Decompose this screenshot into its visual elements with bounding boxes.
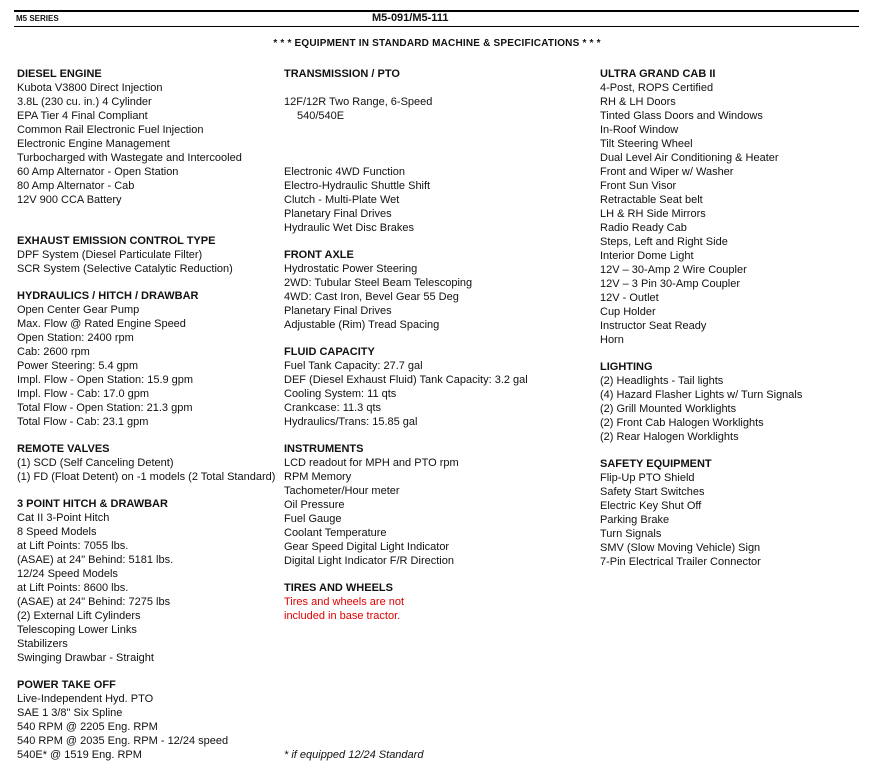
page-header <box>14 10 859 27</box>
spec-item: 12V – 30-Amp 2 Wire Coupler <box>600 264 747 276</box>
spec-item: RPM Memory <box>284 471 352 483</box>
spec-item: SCR System (Selective Catalytic Reduction) <box>17 263 233 275</box>
spec-item: Coolant Temperature <box>284 527 387 539</box>
section-title: DIESEL ENGINE <box>17 68 102 80</box>
spec-item: Horn <box>600 334 624 346</box>
spec-item: Tires and wheels are not <box>284 596 405 608</box>
section-transmission <box>284 67 594 235</box>
spec-item: 2WD: Tubular Steel Beam Telescoping <box>284 277 473 289</box>
section-title: 3 POINT HITCH & DRAWBAR <box>17 498 168 510</box>
spec-item: (2) External Lift Cylinders <box>17 610 141 622</box>
section-title: FRONT AXLE <box>284 249 354 261</box>
spec-item: Steps, Left and Right Side <box>600 236 728 248</box>
equipment-banner: * * * EQUIPMENT IN STANDARD MACHINE & SPECIFICATIONS * * * <box>273 38 601 49</box>
spec-item: Tachometer/Hour meter <box>284 485 400 497</box>
spec-item: Electronic Engine Management <box>17 138 170 150</box>
spec-item: LCD readout for MPH and PTO rpm <box>284 457 459 469</box>
spec-item: Front and Wiper w/ Washer <box>600 166 734 178</box>
spec-item: Parking Brake <box>600 514 670 526</box>
spec-item: Flip-Up PTO Shield <box>600 472 695 484</box>
spec-item: Impl. Flow - Open Station: 15.9 gpm <box>17 374 194 386</box>
spec-item: Fuel Tank Capacity: 27.7 gal <box>284 360 423 372</box>
section-title: FLUID CAPACITY <box>284 346 375 358</box>
spec-item: Hydraulic Wet Disc Brakes <box>284 222 414 234</box>
spec-item: Planetary Final Drives <box>284 305 392 317</box>
spec-item: Hydrostatic Power Steering <box>284 263 418 275</box>
spec-item: 60 Amp Alternator - Open Station <box>17 166 179 178</box>
spec-item: 3.8L (230 cu. in.) 4 Cylinder <box>17 96 152 108</box>
spec-item: LH & RH Side Mirrors <box>600 208 706 220</box>
spec-item: Electronic 4WD Function <box>284 166 406 178</box>
section-tires-wheels <box>284 581 594 623</box>
spec-item: Electro-Hydraulic Shuttle Shift <box>284 180 431 192</box>
spec-item: 8 Speed Models <box>17 526 97 538</box>
spec-item: Turbocharged with Wastegate and Intercooled <box>17 152 242 164</box>
spec-item: Turn Signals <box>600 528 662 540</box>
spec-item: Hydraulics/Trans: 15.85 gal <box>284 416 418 428</box>
spec-item: Retractable Seat belt <box>600 194 703 206</box>
spec-item: 12V 900 CCA Battery <box>17 194 122 206</box>
model-title: M5-091/M5-111 <box>372 12 449 24</box>
spec-item: Crankcase: 11.3 qts <box>284 402 382 414</box>
section-exhaust-emission <box>17 234 282 276</box>
section-title: SAFETY EQUIPMENT <box>600 458 712 470</box>
spec-item: 540 RPM @ 2205 Eng. RPM <box>17 721 158 733</box>
spec-item: Cooling System: 11 qts <box>284 388 397 400</box>
spec-item: Adjustable (Rim) Tread Spacing <box>284 319 440 331</box>
section-title: ULTRA GRAND CAB II <box>600 68 716 80</box>
spec-item: Gear Speed Digital Light Indicator <box>284 541 450 553</box>
spec-item: Impl. Flow - Cab: 17.0 gpm <box>17 388 150 400</box>
spec-item: Cab: 2600 rpm <box>17 346 90 358</box>
spec-item: Cat II 3-Point Hitch <box>17 512 110 524</box>
spec-item: (4) Hazard Flasher Lights w/ Turn Signals <box>600 389 803 401</box>
spec-item: (2) Headlights - Tail lights <box>600 375 724 387</box>
spec-item: 12V – 3 Pin 30-Amp Coupler <box>600 278 741 290</box>
section-power-take-off <box>17 678 282 762</box>
spec-item: Instructor Seat Ready <box>600 320 707 332</box>
spec-item: 540E* @ 1519 Eng. RPM <box>17 749 142 761</box>
spec-item: Radio Ready Cab <box>600 222 687 234</box>
spec-item: 12/24 Speed Models <box>17 568 118 580</box>
spec-item: Planetary Final Drives <box>284 208 392 220</box>
series-label: M5 SERIES <box>16 14 59 23</box>
section-title: INSTRUMENTS <box>284 443 364 455</box>
spec-item: 4-Post, ROPS Certified <box>600 82 714 94</box>
spec-item: In-Roof Window <box>600 124 679 136</box>
spec-item: DPF System (Diesel Particulate Filter) <box>17 249 203 261</box>
spec-item: Live-Independent Hyd. PTO <box>17 693 154 705</box>
spec-line: 540/540E <box>297 110 345 122</box>
section-cab <box>600 67 870 347</box>
spec-item: 540 RPM @ 2035 Eng. RPM - 12/24 speed <box>17 735 229 747</box>
section-title: REMOTE VALVES <box>17 443 110 455</box>
spec-item: Fuel Gauge <box>284 513 342 525</box>
spec-item: (ASAE) at 24" Behind: 7275 lbs <box>17 596 171 608</box>
spec-item: RH & LH Doors <box>600 96 676 108</box>
spec-item: Tilt Steering Wheel <box>600 138 693 150</box>
column-right <box>600 67 870 569</box>
spec-item: Stabilizers <box>17 638 68 650</box>
footnote: * if equipped 12/24 Standard <box>284 749 424 761</box>
section-front-axle <box>284 248 594 332</box>
spec-item: (1) SCD (Self Canceling Detent) <box>17 457 174 469</box>
spec-item: Interior Dome Light <box>600 250 694 262</box>
section-lighting <box>600 360 870 444</box>
spec-item: Kubota V3800 Direct Injection <box>17 82 163 94</box>
spec-item: Total Flow - Cab: 23.1 gpm <box>17 416 149 428</box>
spec-item: (2) Rear Halogen Worklights <box>600 431 739 443</box>
spec-item: included in base tractor. <box>284 610 401 622</box>
spec-item: at Lift Points: 8600 lbs. <box>17 582 129 594</box>
spec-item: SAE 1 3/8" Six Spline <box>17 707 123 719</box>
spec-item: at Lift Points: 7055 lbs. <box>17 540 129 552</box>
spec-item: Tinted Glass Doors and Windows <box>600 110 763 122</box>
spec-item: Telescoping Lower Links <box>17 624 137 636</box>
section-title: EXHAUST EMISSION CONTROL TYPE <box>17 235 216 247</box>
section-remote-valves <box>17 442 282 484</box>
spec-line: 12F/12R Two Range, 6-Speed <box>284 96 433 108</box>
spec-item: Power Steering: 5.4 gpm <box>17 360 139 372</box>
spec-item: Max. Flow @ Rated Engine Speed <box>17 318 186 330</box>
spec-item: Digital Light Indicator F/R Direction <box>284 555 454 567</box>
spec-item: Clutch - Multi-Plate Wet <box>284 194 400 206</box>
spec-item: Dual Level Air Conditioning & Heater <box>600 152 779 164</box>
spec-item: 12V - Outlet <box>600 292 659 304</box>
spec-item: (ASAE) at 24" Behind: 5181 lbs. <box>17 554 174 566</box>
spec-item: Open Station: 2400 rpm <box>17 332 134 344</box>
spec-item: (2) Grill Mounted Worklights <box>600 403 737 415</box>
section-title: POWER TAKE OFF <box>17 679 116 691</box>
spec-item: Common Rail Electronic Fuel Injection <box>17 124 204 136</box>
spec-item: Total Flow - Open Station: 21.3 gpm <box>17 402 193 414</box>
spec-item: SMV (Slow Moving Vehicle) Sign <box>600 542 761 554</box>
spec-item: DEF (Diesel Exhaust Fluid) Tank Capacity: 3.2 gal <box>284 374 528 386</box>
section-diesel-engine <box>17 67 282 207</box>
spec-item: EPA Tier 4 Final Compliant <box>17 110 148 122</box>
spec-item: 7-Pin Electrical Trailer Connector <box>600 556 761 568</box>
spec-item: (1) FD (Float Detent) on -1 models (2 Total Standard) <box>17 471 276 483</box>
spec-item: Swinging Drawbar - Straight <box>17 652 154 664</box>
section-instruments <box>284 442 594 568</box>
section-safety-equipment <box>600 457 870 569</box>
spec-item: Cup Holder <box>600 306 656 318</box>
spec-item: 80 Amp Alternator - Cab <box>17 180 135 192</box>
section-hydraulics <box>17 289 282 429</box>
section-title: LIGHTING <box>600 361 653 373</box>
column-left <box>17 67 282 762</box>
spec-item: Open Center Gear Pump <box>17 304 140 316</box>
section-title: TIRES AND WHEELS <box>284 582 393 594</box>
column-middle <box>284 67 594 623</box>
section-three-point-hitch <box>17 497 282 665</box>
spec-item: Oil Pressure <box>284 499 345 511</box>
spec-item: Front Sun Visor <box>600 180 677 192</box>
spec-item: 4WD: Cast Iron, Bevel Gear 55 Deg <box>284 291 459 303</box>
section-fluid-capacity <box>284 345 594 429</box>
section-title: TRANSMISSION / PTO <box>284 68 400 80</box>
spec-item: (2) Front Cab Halogen Worklights <box>600 417 764 429</box>
spec-item: Safety Start Switches <box>600 486 705 498</box>
section-title: HYDRAULICS / HITCH / DRAWBAR <box>17 290 199 302</box>
spec-item: Electric Key Shut Off <box>600 500 702 512</box>
